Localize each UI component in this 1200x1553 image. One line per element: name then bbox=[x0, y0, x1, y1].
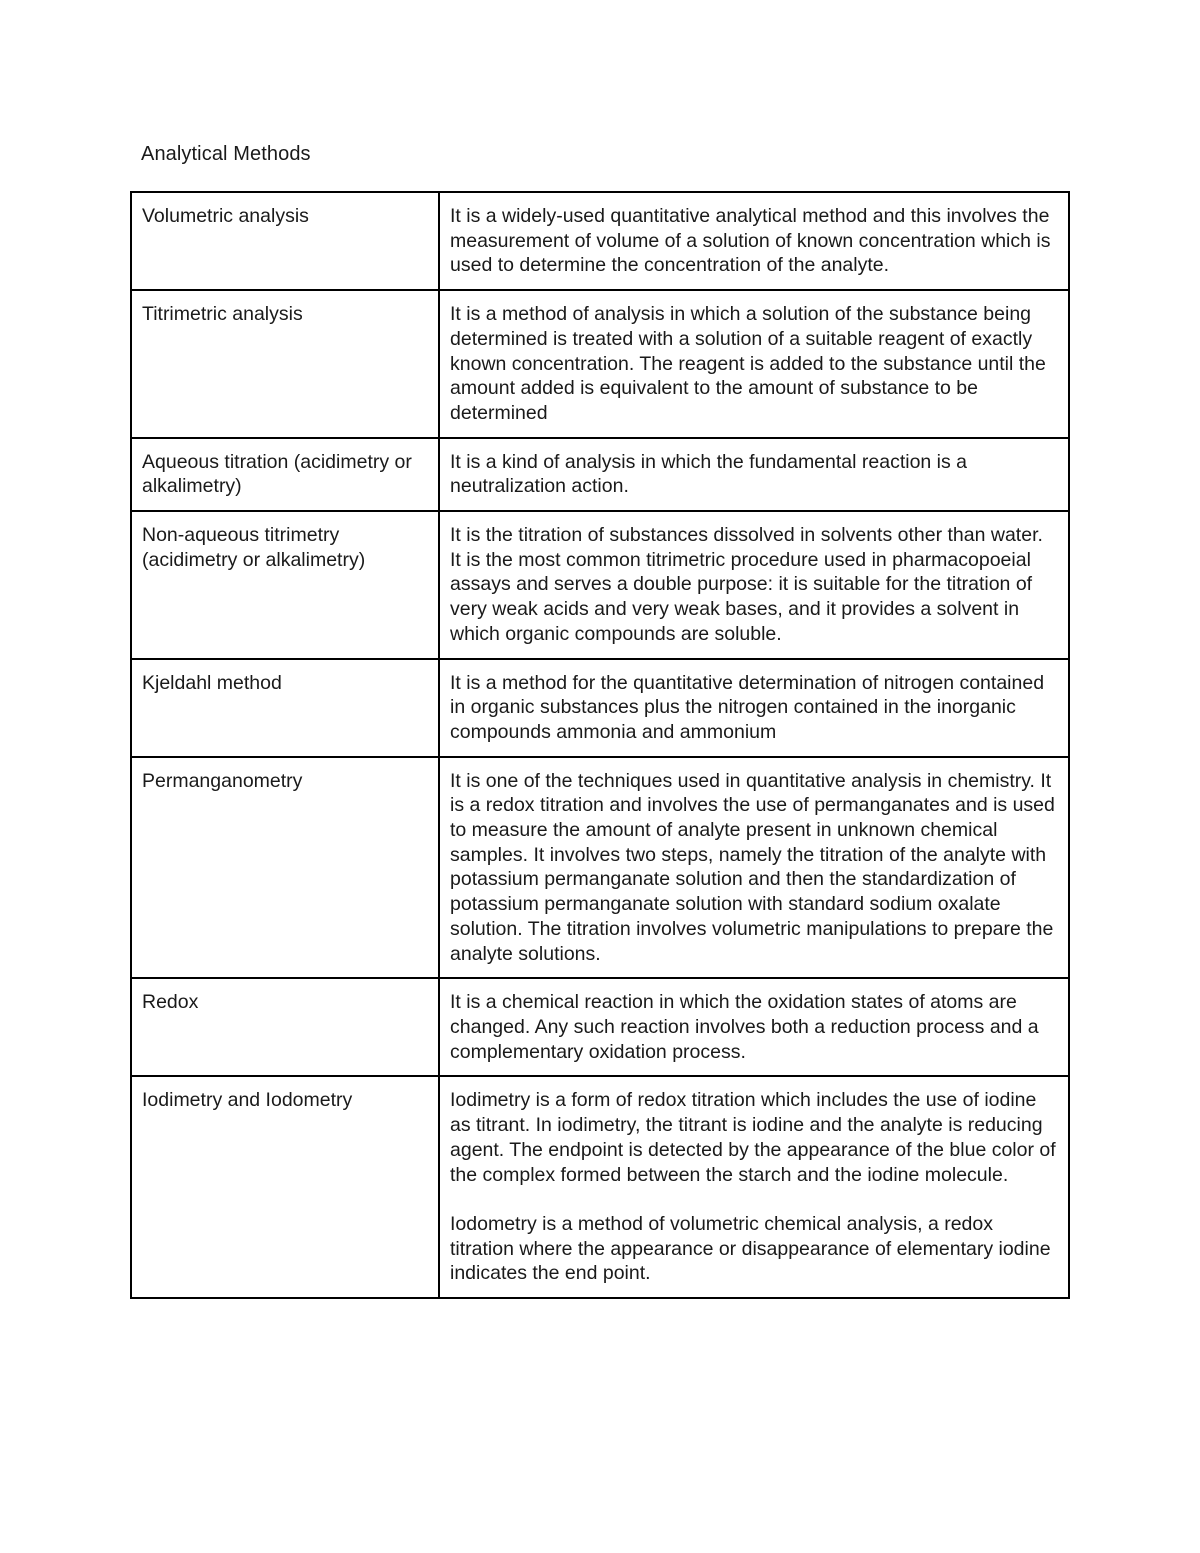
definition-paragraph: It is a chemical reaction in which the oxidation states of atoms are changed. Any such reaction involves both a reduction process and a complementary oxidation process. bbox=[450, 991, 1039, 1063]
definition-paragraph: It is one of the techniques used in quantitative analysis in chemistry. It is a redox titration and involves the use of permanganates and is used to measure the amount of analyte present in unknown chemical samples. It involves two steps, namely the titration of the analyte with potassium permanganate solution and then the standardization of potassium permanganate solution with standard sodium oxalate solution. The titration involves volumetric manipulations to prepare the analyte solutions. bbox=[450, 769, 1055, 965]
method-definition bbox=[439, 290, 1069, 438]
definition-paragraph: Iodometry is a method of volumetric chemical analysis, a redox titration where the appearance or disappearance of elementary iodine indicates the end point. bbox=[450, 1212, 1051, 1285]
definition-paragraph: It is a method for the quantitative determination of nitrogen contained in organic substances plus the nitrogen contained in the inorganic compounds ammonia and ammonium bbox=[450, 671, 1045, 743]
method-definition bbox=[439, 511, 1069, 659]
method-term: Iodimetry and Iodometry bbox=[131, 1076, 439, 1298]
table-row bbox=[131, 438, 1069, 511]
method-term: Non-aqueous titrimetry (acidimetry or alkalimetry) bbox=[131, 511, 439, 659]
table-row bbox=[131, 978, 1069, 1076]
table-row bbox=[131, 757, 1069, 979]
method-definition bbox=[439, 1076, 1069, 1298]
method-definition bbox=[439, 978, 1069, 1076]
method-term: Kjeldahl method bbox=[131, 659, 439, 757]
definition-paragraph: It is a method of analysis in which a solution of the substance being determined is treated with a solution of a suitable reagent of exactly known concentration. The reagent is added to the substance until the amount added is equivalent to the amount of substance to be determined bbox=[450, 303, 1046, 424]
table-row bbox=[131, 511, 1069, 659]
method-term: Volumetric analysis bbox=[131, 192, 439, 290]
method-term: Titrimetric analysis bbox=[131, 290, 439, 438]
table-row bbox=[131, 290, 1069, 438]
method-definition bbox=[439, 757, 1069, 979]
table-row bbox=[131, 659, 1069, 757]
table-row bbox=[131, 192, 1069, 290]
page-title: Analytical Methods bbox=[141, 143, 311, 165]
method-term: Permanganometry bbox=[131, 757, 439, 979]
method-definition bbox=[439, 438, 1069, 511]
definition-paragraph: Iodimetry is a form of redox titration which includes the use of iodine as titrant. In iodimetry, the titrant is iodine and the analyte is reducing agent. The endpoint is detected by the appearance of the blue color of the complex formed between the starch and the iodine molecule. bbox=[450, 1089, 1056, 1186]
method-definition bbox=[439, 659, 1069, 757]
method-term: Aqueous titration (acidimetry or alkalimetry) bbox=[131, 438, 439, 511]
definition-paragraph: It is a widely-used quantitative analytical method and this involves the measurement of volume of a solution of known concentration which is used to determine the concentration of the analyte. bbox=[450, 205, 1051, 277]
method-term: Redox bbox=[131, 978, 439, 1076]
definition-paragraph: It is a kind of analysis in which the fundamental reaction is a neutralization action. bbox=[450, 450, 968, 498]
method-definition bbox=[439, 192, 1069, 290]
definition-paragraph: It is the titration of substances dissolved in solvents other than water. It is the most common titrimetric procedure used in pharmacopoeial assays and serves a double purpose: it is suitable for the titration of very weak acids and very weak bases, and it provides a solvent in which organic compounds are soluble. bbox=[450, 524, 1043, 645]
table-body bbox=[131, 192, 1069, 1298]
analytical-methods-table bbox=[130, 191, 1070, 1299]
table-row bbox=[131, 1076, 1069, 1298]
